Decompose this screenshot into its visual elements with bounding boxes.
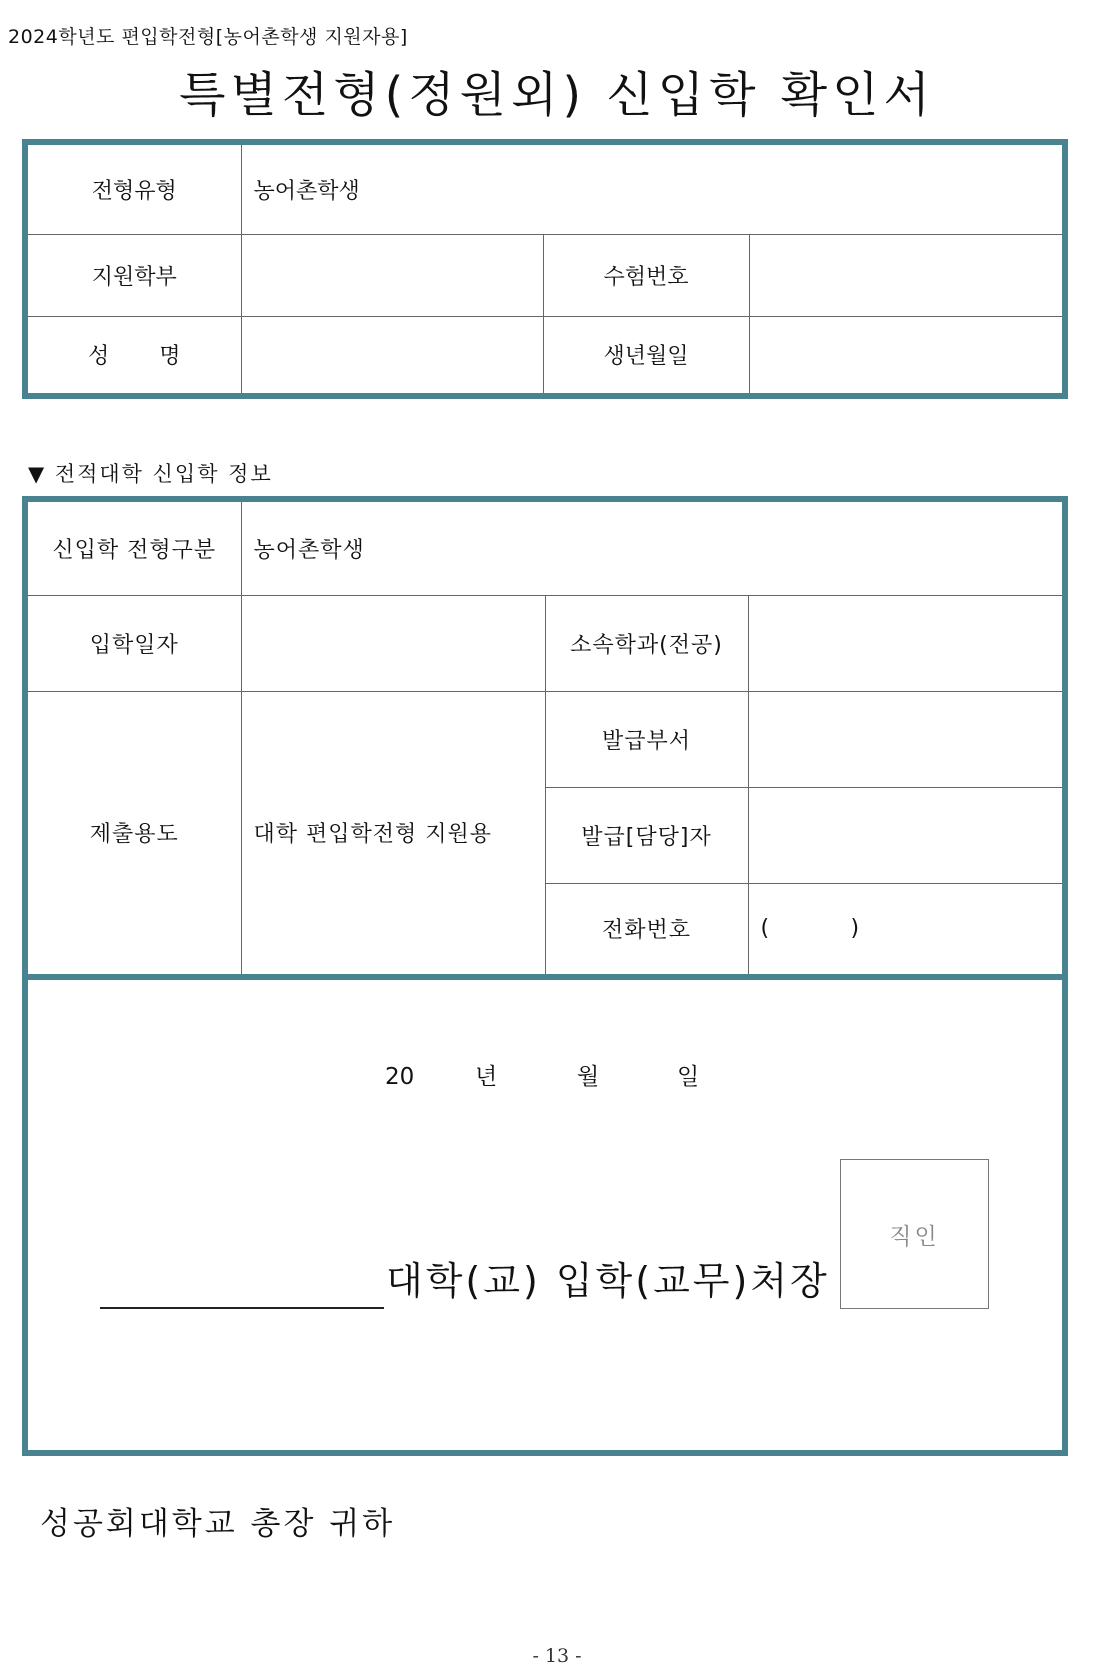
issuing-dept-field[interactable]	[748, 691, 1065, 787]
date-day-unit: 일	[677, 1064, 700, 1090]
admission-category-label: 신입학 전형구분	[25, 499, 241, 595]
admission-category-value[interactable]: 농어촌학생	[241, 499, 1065, 595]
birth-date-field[interactable]	[749, 316, 1065, 396]
school-name-underline[interactable]	[100, 1307, 384, 1309]
name-label-cell	[25, 316, 241, 396]
previous-school-table	[22, 496, 1068, 980]
section-heading: ▼ 전적대학 신입학 정보	[28, 462, 273, 486]
exam-number-field[interactable]	[749, 234, 1065, 316]
addressee: 성공회대학교 총장 귀하	[40, 1506, 396, 1542]
table-row	[25, 595, 1065, 691]
date-year-unit: 년	[475, 1064, 498, 1090]
phone-area-close: )	[850, 916, 861, 942]
official-seal-box	[840, 1159, 989, 1309]
table-row	[25, 234, 1065, 316]
date-year-prefix: 20	[385, 1064, 415, 1090]
table-row	[25, 499, 1065, 595]
entry-date-label: 입학일자	[25, 595, 241, 691]
issuer-label: 발급[담당]자	[545, 787, 748, 883]
phone-label: 전화번호	[545, 883, 748, 977]
phone-field[interactable]	[748, 883, 1065, 977]
date-month-unit: 월	[577, 1064, 600, 1090]
table-row	[25, 316, 1065, 396]
admission-type-value[interactable]: 농어촌학생	[241, 142, 1065, 234]
issue-date-line[interactable]	[385, 1058, 699, 1091]
exam-number-label: 수험번호	[543, 234, 749, 316]
table-row	[25, 142, 1065, 234]
applicant-info-table	[22, 139, 1068, 399]
header-note: 2024학년도 편입학전형[농어촌학생 지원자용]	[8, 26, 408, 48]
major-field[interactable]	[748, 595, 1065, 691]
phone-area-open: (	[760, 916, 771, 942]
table-row	[25, 691, 1065, 787]
name-label: 성명	[87, 344, 231, 370]
name-field[interactable]	[241, 316, 543, 396]
admission-type-label: 전형유형	[25, 142, 241, 234]
page-number: - 13 -	[532, 1645, 582, 1667]
entry-date-field[interactable]	[241, 595, 545, 691]
issuing-dept-label: 발급부서	[545, 691, 748, 787]
purpose-label: 제출용도	[25, 691, 241, 977]
department-field[interactable]	[241, 234, 543, 316]
document-title: 특별전형(정원외) 신입학 확인서	[179, 67, 935, 123]
major-label: 소속학과(전공)	[545, 595, 748, 691]
purpose-value[interactable]: 대학 편입학전형 지원용	[241, 691, 545, 977]
seal-label: 직인	[889, 1224, 940, 1250]
department-label: 지원학부	[25, 234, 241, 316]
issuer-field[interactable]	[748, 787, 1065, 883]
signatory-title: 대학(교) 입학(교무)처장	[386, 1259, 830, 1303]
birth-date-label: 생년월일	[543, 316, 749, 396]
